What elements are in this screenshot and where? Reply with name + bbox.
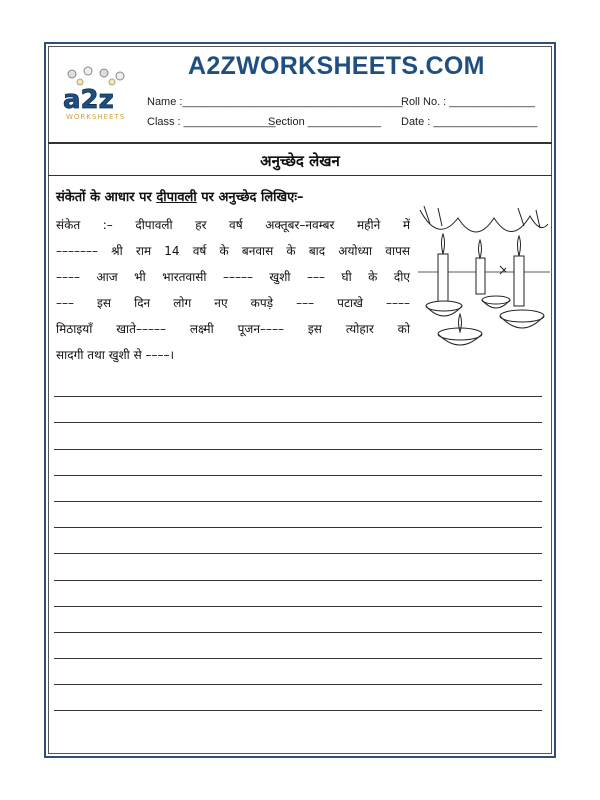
instruction-after: पर अनुच्छेद लिखिएः–	[196, 190, 304, 205]
logo-subtext: WORKSHEETS	[66, 113, 126, 121]
hint-line: ––– इस दिन लोग नए कपड़े ––– पटाखे ––––	[56, 296, 410, 310]
writing-line[interactable]	[54, 553, 542, 554]
writing-line[interactable]	[54, 422, 542, 423]
instruction-text	[56, 187, 303, 205]
hint-line: ––––––– श्री राम 14 वर्ष के बनवास के बाद अयोध्या वापस	[56, 244, 410, 258]
worksheet-title: अनुच्छेद लेखन	[260, 152, 340, 170]
name-field[interactable]: Name :____________________________________	[147, 96, 403, 108]
date-field[interactable]: Date : _________________	[401, 116, 538, 128]
hint-paragraph	[56, 212, 410, 368]
instruction-topic: दीपावली	[156, 190, 197, 205]
writing-line[interactable]	[54, 658, 542, 659]
diya-candles-illustration	[418, 204, 550, 354]
site-title: A2ZWORKSHEETS.COM	[188, 52, 485, 80]
section-field[interactable]: Section ____________	[268, 116, 382, 128]
instruction-before: संकेतों के आधार पर	[56, 190, 157, 205]
writing-line[interactable]	[54, 475, 542, 476]
a2z-logo	[58, 62, 138, 122]
writing-line[interactable]	[54, 449, 542, 450]
writing-line[interactable]	[54, 710, 542, 711]
writing-line[interactable]	[54, 580, 542, 581]
hint-line: सादगी तथा खुशी से ––––।	[56, 348, 175, 362]
writing-line[interactable]	[54, 527, 542, 528]
hint-line: संकेत :– दीपावली हर वर्ष अक्तूबर–नवम्बर महीने में	[56, 218, 410, 232]
writing-line[interactable]	[54, 606, 542, 607]
writing-line[interactable]	[54, 501, 542, 502]
class-field[interactable]: Class : _______________	[147, 116, 276, 128]
roll-number-field[interactable]: Roll No. : ______________	[401, 96, 535, 108]
title-divider	[48, 175, 552, 176]
writing-line[interactable]	[54, 684, 542, 685]
logo-text: a2z	[63, 85, 114, 115]
writing-line[interactable]	[54, 396, 542, 397]
writing-line[interactable]	[54, 632, 542, 633]
hint-line: मिठाइयाँ खाते––––– लक्ष्मी पूजन–––– इस त्योहार को	[56, 322, 410, 336]
hint-line: –––– आज भी भारतवासी ––––– खुशी ––– घी के दीए	[56, 270, 410, 284]
